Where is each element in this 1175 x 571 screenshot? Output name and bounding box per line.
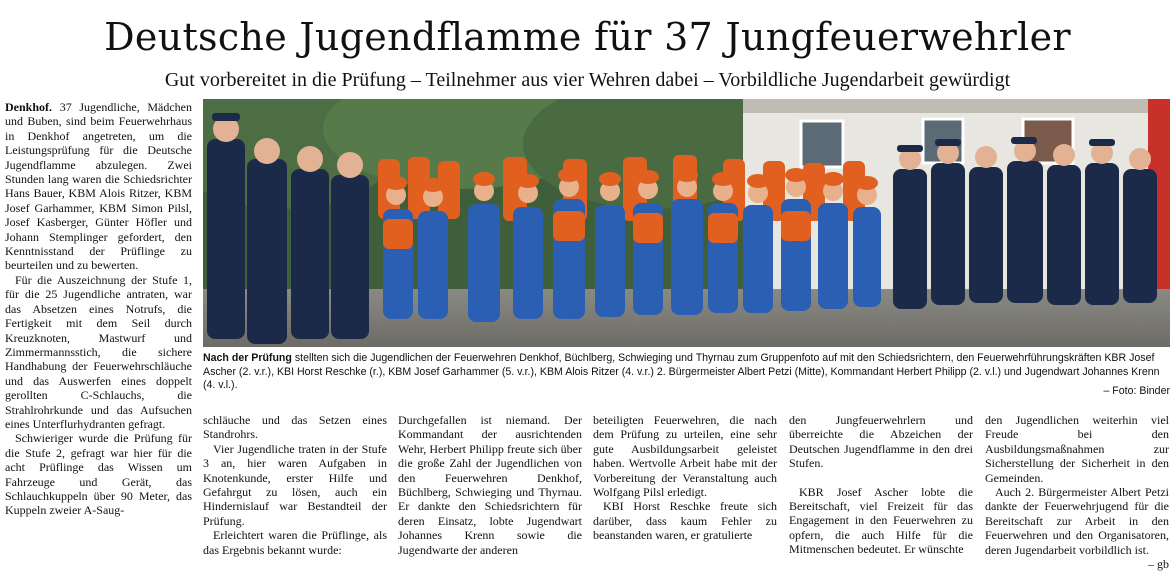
article-column-5 bbox=[789, 413, 973, 557]
paragraph: Durchgefallen ist niemand. Der Kommandant der ausrichtenden Wehr, Herbert Philipp freute sich über die große Zahl der Jugendlichen von den Feuerwehren Denkhof, Büchlberg, Schwieging und Thyrnau. Er dankte den Schiedsrichtern für deren Einsatz, lobte Jugendwart Johannes Krenn sowie die Jugendwarte der anderen bbox=[398, 413, 582, 557]
paragraph: Für die Auszeichnung der Stufe 1, für die 25 Jugendliche antraten, war das Absetzen eines Notrufs, die Fertigkeit mit dem Seil durch Kreuzknoten, Mastwurf und Zimmermannsstich, die sichere Handhabung der Feuerwehrschläuche und das Auswerfen eines doppelt gerollten C-Schlauchs, die Strahlrohrkunde und das Aufsuchen eines Unterflurhydranten gefragt. bbox=[5, 272, 192, 431]
author-signature: – gb bbox=[1148, 557, 1169, 571]
group-photo bbox=[203, 99, 1170, 347]
paragraph bbox=[5, 100, 192, 273]
paragraph bbox=[985, 485, 1169, 571]
article-column-3 bbox=[398, 413, 582, 557]
paragraph: den Jungfeuerwehrlern und überreichte die Abzeichen der Deutschen Jugendflamme in den drei Stufen. bbox=[789, 413, 973, 471]
photo-caption bbox=[203, 352, 1170, 393]
paragraph: Vier Jugendliche traten in der Stufe 3 an, hier waren Aufgaben in Knotenkunde, erster Hilfe und Gefahrgut zu lösen, auch ein Hindernislauf war Bestandteil der Prüfung. bbox=[203, 441, 387, 528]
subheadline: Gut vorbereitet in die Prüfung – Teilnehmer aus vier Wehren dabei – Vorbildliche Jugendarbeit gewürdigt bbox=[164, 69, 1011, 91]
paragraph: schläuche und das Setzen eines Standrohrs. bbox=[203, 413, 387, 442]
paragraph-text: Auch 2. Bürgermeister Albert Petzi dankte der Feuerwehrjugend für die Bereitschaft zur Arbeit in den Feuerwehren und den Organisatoren, deren Jugendarbeit vorbildlich ist. bbox=[985, 485, 1169, 557]
paragraph-text: 37 Jugendliche, Mädchen und Buben, sind beim Feuerwehrhaus in Denkhof angetreten, um die Leistungsprüfung für die Deutsche Jugendflamme abzulegen. Zwei Stunden lang waren die Schiedsrichter Hans Bauer, KBM Alois Ritzer, KBM Josef Garhammer, KBM Simon Pilsl, Josef Kasberger, Günter Höfler und Johann Stemplinger gefordert, den Kenntnisstand der Prüflinge zu beurteilen und zu bewerten. bbox=[5, 100, 192, 273]
photo-credit: – Foto: Binder bbox=[1103, 385, 1170, 397]
paragraph: Schwieriger wurde die Prüfung für die Stufe 2, gefragt war hier für die acht Prüflinge das Wissen um Fahrzeuge und Gerät, das Schlauchkuppeln über 90 Meter, das Kuppeln zweier A-Saug- bbox=[5, 431, 192, 518]
headline: Deutsche Jugendflamme für 37 Jungfeuerwehrler bbox=[104, 15, 1071, 59]
dateline: Denkhof. bbox=[5, 100, 53, 114]
article-column-2 bbox=[203, 413, 387, 557]
paragraph: KBI Horst Reschke freute sich darüber, dass kaum Fehler zu beanstanden waren, er gratulierte bbox=[593, 499, 777, 543]
paragraph: Erleichtert waren die Prüflinge, als das Ergebnis bekannt wurde: bbox=[203, 528, 387, 557]
group-photo-illustration bbox=[203, 99, 1170, 347]
caption-text: stellten sich die Jugendlichen der Feuerwehren Denkhof, Büchlberg, Schwieging und Thyrnau zum Gruppenfoto auf mit den Schiedsrichtern, den Feuerwehrführungskräften KBR Josef Ascher (2. v.r.), KBI Horst Reschke (r.), KBM Josef Garhammer (5. v.r.), KBM Alois Ritzer (4. v.r.) 2. Bürgermeister Albert Petzi (Mitte), Kommandant Herbert Philipp (2. v.l.) und Jugendwart Johannes Krenn (4. v.l.). bbox=[203, 352, 1160, 392]
paragraph: den Jugendlichen weiterhin viel Freude bei den Ausbildungsmaßnahmen zur Sicherstellung der Sicherheit in den Gemeinden. bbox=[985, 413, 1169, 485]
article-column-6 bbox=[985, 413, 1169, 571]
paragraph: beteiligten Feuerwehren, die nach dem Prüfung zu urteilen, eine sehr gute Ausbildungsarbeit geleistet haben. Wertvolle Arbeit habe mit der Vorbereitung der Veranstaltung auch Wolfgang Pilsl erledigt. bbox=[593, 413, 777, 500]
caption-lead: Nach der Prüfung bbox=[203, 352, 292, 364]
paragraph: KBR Josef Ascher lobte die Bereitschaft, viel Freizeit für das Engagement in den Feuerwehren zu opfern, die auch Hilfe für die Mitmenschen bedeutet. Er wünschte bbox=[789, 484, 973, 557]
article-column-4 bbox=[593, 413, 777, 543]
article-column-1 bbox=[5, 100, 192, 518]
